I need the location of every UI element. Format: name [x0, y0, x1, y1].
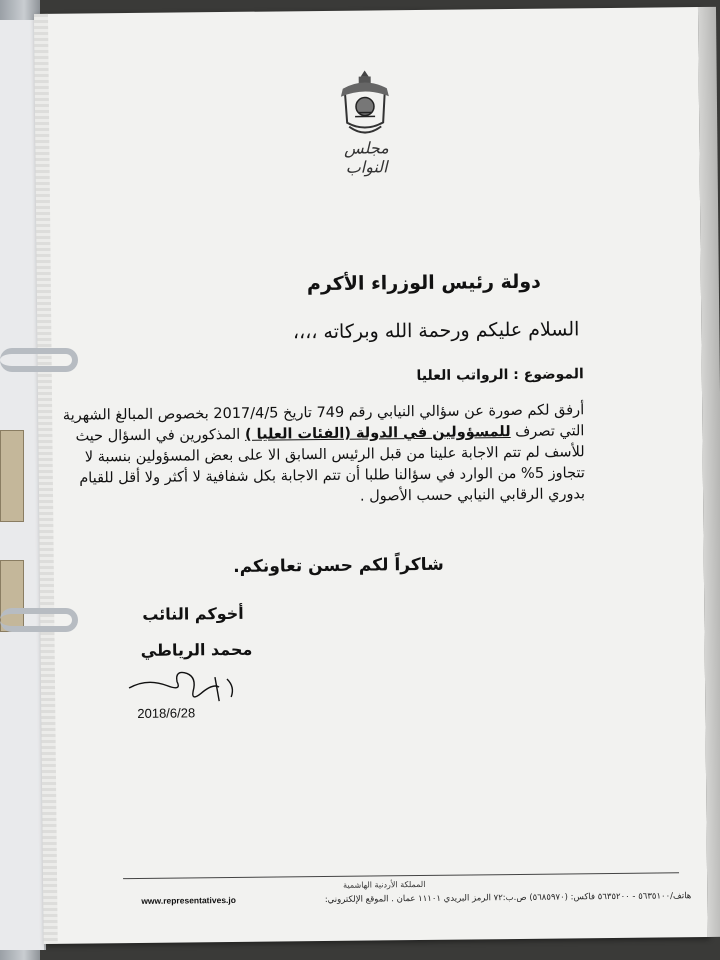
binder-ring-top — [0, 348, 78, 372]
footer-divider — [123, 872, 679, 879]
footer-mark: المملكة الأردنية الهاشمية — [343, 879, 426, 890]
body-text-emphasis: للمسؤولين في الدولة (الفئات العليا ) — [244, 424, 511, 443]
handwritten-signature — [127, 657, 258, 708]
binder-tab — [0, 430, 24, 522]
signer-name: محمد الرياطي — [140, 639, 253, 660]
subject-line: الموضوع : الرواتب العليا — [416, 366, 584, 385]
page-stack-edge — [698, 7, 720, 937]
footer-website: www.representatives.jo — [141, 894, 236, 906]
coat-of-arms-icon — [335, 66, 396, 147]
letter-page — [34, 7, 708, 944]
body-text-part2: المذكورين في السؤال حيث للأسف لم تتم الاجابة علينا من قبل الرئيس السابق الا على بعض المسؤولين بنسبة لا تتجاوز 5% من الوارد في سؤالنا طلبا أن تتم الاجابة بكل شفافية لا أكثر ولا أقل للقيام بدوري الرقابي النيابي حسب الأصول . — [75, 426, 586, 505]
letter-date: 2018/6/28 — [137, 705, 196, 721]
footer-contact: هاتف/٥٦٣٥١٠٠ - ٥٦٣٥٢٠٠ فاكس: (٥٦٨٥٩٧٠) ص.ب:٧٢ الرمز البريدي ١١١٠١ عمان . الموقع الإلكتروني: — [324, 891, 692, 906]
binder-ring-bottom — [0, 608, 78, 632]
body-text-part1: أرفق لكم صورة عن سؤالي النيابي رقم 749 تاريخ 2017/4/5 بخصوص المبالغ الشهرية التي تصرف — [62, 402, 585, 441]
addressee-heading: دولة رئيس الوزراء الأكرم — [306, 270, 541, 296]
letter-body — [54, 400, 585, 511]
thanks-line: شاكراً لكم حسن تعاونكم. — [233, 554, 444, 577]
council-name: مجلس النواب — [344, 138, 389, 177]
greeting: السلام عليكم ورحمة الله وبركاته ،،،، — [292, 318, 580, 344]
sign-title: أخوكم النائب — [142, 603, 244, 624]
